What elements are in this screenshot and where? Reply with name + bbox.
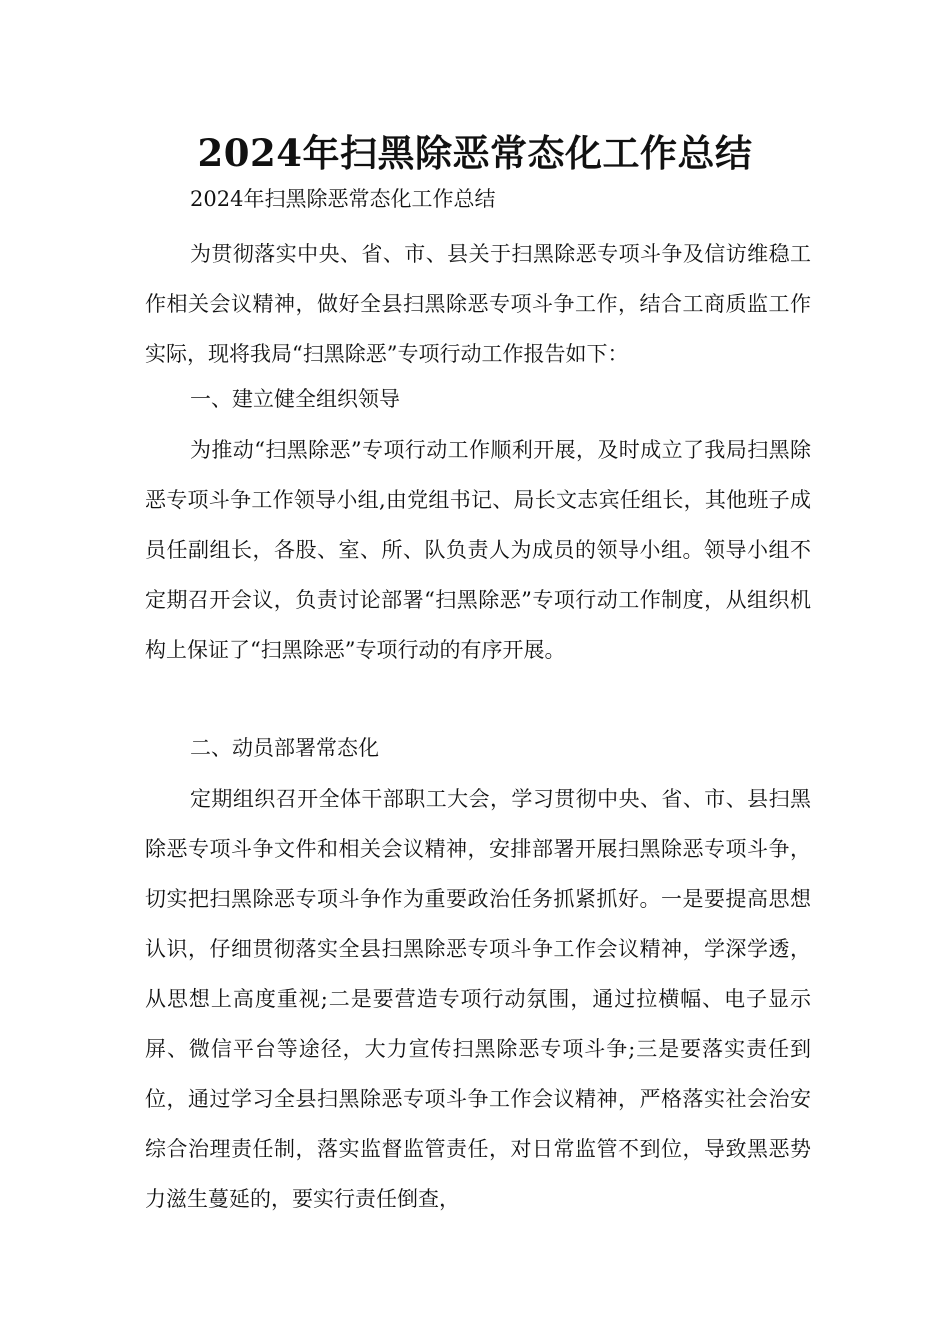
section-2-paragraph: 定期组织召开全体干部职工大会，学习贯彻中央、省、市、县扫黑除恶专项斗争文件和相关会议精神，安排部署开展扫黑除恶专项斗争，切实把扫黑除恶专项斗争作为重要政治任务抓紧抓好。一是要提高思想认识，仔细贯彻落实全县扫黑除恶专项斗争工作会议精神，学深学透，从思想上高度重视;二是要营造专项行动氛围，通过拉横幅、电子显示屏、微信平台等途径，大力宣传扫黑除恶专项斗争;三是要落实责任到位，通过学习全县扫黑除恶专项斗争工作会议精神，严格落实社会治安综合治理责任制，落实监督监管责任，对日常监管不到位，导致黑恶势力滋生蔓延的，要实行责任倒查， — [145, 787, 811, 1211]
document-title: 2024年扫黑除恶常态化工作总结 — [197, 131, 753, 175]
intro-paragraph: 为贯彻落实中央、省、市、县关于扫黑除恶专项斗争及信访维稳工作相关会议精神，做好全县扫黑除恶专项斗争工作，结合工商质监工作实际，现将我局“扫黑除恶”专项行动工作报告如下： — [145, 242, 811, 366]
document-subtitle: 2024年扫黑除恶常态化工作总结 — [190, 187, 496, 211]
section-2-heading: 二、动员部署常态化 — [190, 736, 379, 760]
section-1-paragraph: 为推动“扫黑除恶”专项行动工作顺利开展，及时成立了我局扫黑除恶专项斗争工作领导小组,由党组书记、局长文志宾任组长，其他班子成员任副组长，各股、室、所、队负责人为成员的领导小组。领导小组不定期召开会议，负责讨论部署“扫黑除恶”专项行动工作制度，从组织机构上保证了“扫黑除恶”专项行动的有序开展。 — [145, 438, 811, 662]
section-1-heading: 一、建立健全组织领导 — [190, 387, 400, 411]
